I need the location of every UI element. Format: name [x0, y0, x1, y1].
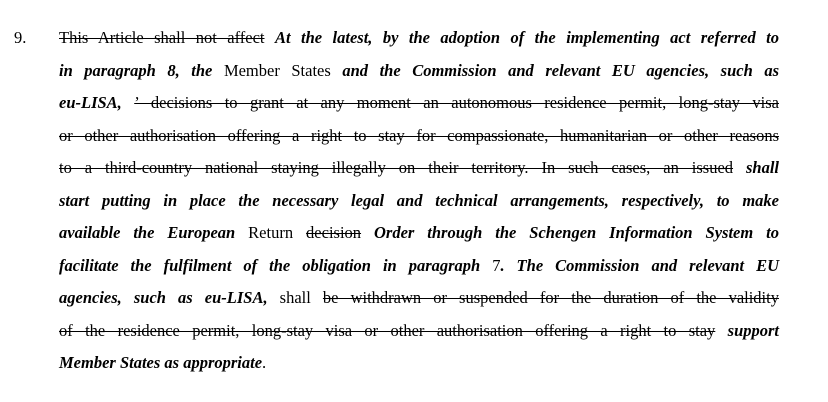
- text-line: [59, 185, 779, 218]
- unchanged-text: [265, 28, 275, 47]
- text-line: [59, 282, 779, 315]
- text-line: [59, 217, 779, 250]
- text-line: [59, 250, 779, 283]
- text-line: [59, 152, 779, 185]
- text-line: [59, 347, 779, 380]
- text-line: [59, 120, 779, 153]
- deleted-text: to a third-country national staying illegally on their territory. In such cases, an issued: [59, 158, 734, 177]
- unchanged-text: 7: [480, 255, 501, 275]
- deleted-text: decision: [306, 223, 362, 242]
- paragraph-text: [59, 22, 779, 380]
- deleted-text: This Article shall not affect: [59, 28, 265, 47]
- inserted-text: agencies, such as eu-LISA,: [59, 288, 268, 307]
- deleted-text: be withdrawn or suspended for the duration of the validity: [322, 288, 779, 307]
- deleted-text: ’ decisions to grant at any moment an autonomous residence permit, long-stay visa: [134, 93, 779, 112]
- deleted-text: of the residence permit, long-stay visa or other authorisation offering a right to stay: [59, 320, 716, 340]
- unchanged-text: .: [262, 353, 267, 372]
- inserted-text: in paragraph 8, the: [59, 60, 213, 80]
- text-line: [59, 315, 779, 348]
- inserted-text: support: [727, 320, 780, 340]
- inserted-text: start putting in place the necessary legal and technical arrangements, respectively, to make: [59, 190, 779, 210]
- text-line: [59, 22, 779, 55]
- inserted-text: available the European: [59, 223, 236, 242]
- deleted-text: or other authorisation offering a right to stay for compassionate, humanitarian or other reasons: [59, 125, 779, 145]
- unchanged-text: Return: [235, 223, 307, 242]
- unchanged-text: shall: [267, 288, 323, 307]
- unchanged-text: [122, 93, 134, 112]
- text-line: [59, 87, 779, 120]
- inserted-text: . The Commission and relevant EU: [500, 255, 780, 275]
- unchanged-text: [733, 158, 746, 177]
- inserted-text: and the Commission and relevant EU agencies, such as: [342, 60, 779, 80]
- inserted-text: Order through the Schengen Information System to: [374, 223, 779, 242]
- unchanged-text: [361, 223, 374, 242]
- inserted-text: At the latest, by the adoption of the implementing act referred to: [274, 28, 780, 47]
- inserted-text: facilitate the fulfilment of the obligation in paragraph: [59, 255, 481, 275]
- inserted-text: shall: [745, 158, 780, 177]
- paragraph-number: 9.: [14, 28, 27, 47]
- unchanged-text: Member States: [212, 60, 343, 80]
- inserted-text: Member States as appropriate: [59, 353, 263, 372]
- unchanged-text: [715, 321, 727, 340]
- inserted-text: eu-LISA,: [59, 93, 122, 112]
- text-line: [59, 55, 779, 88]
